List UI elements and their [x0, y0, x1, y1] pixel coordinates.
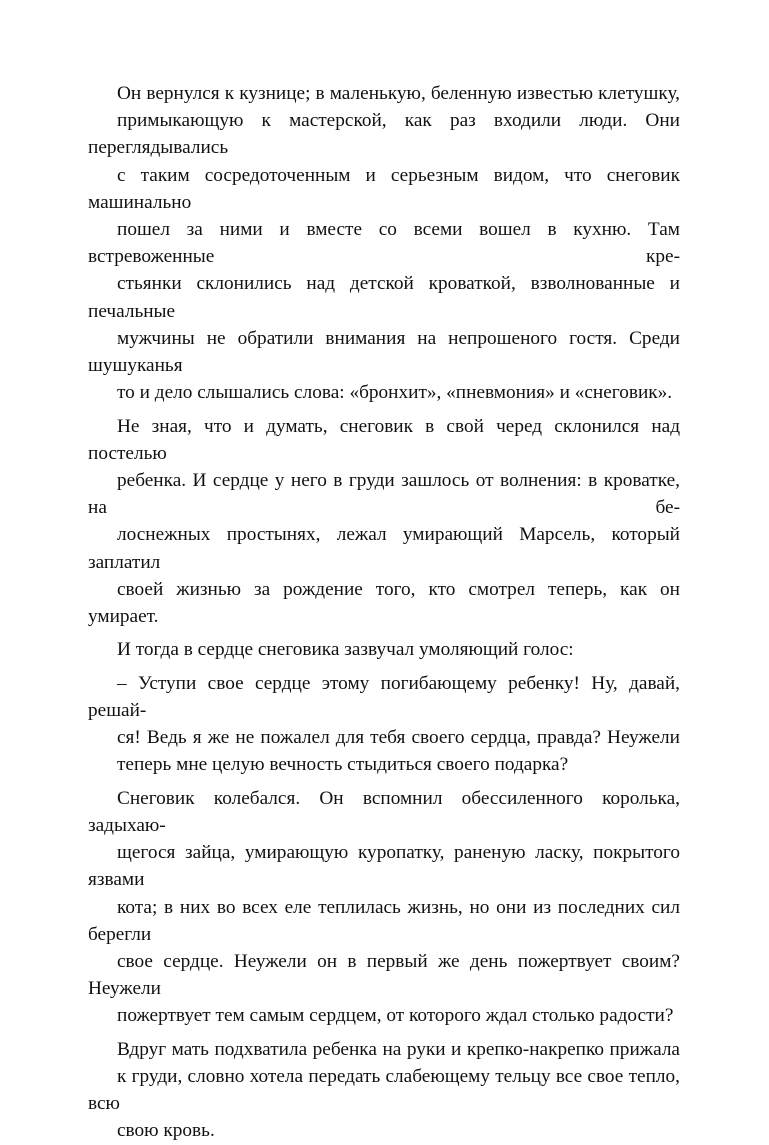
text-line: кота; в них во всех еле теплилась жизнь, но они из последних сил берегли [88, 896, 680, 945]
paragraph-4-dialogue [88, 670, 680, 779]
text-line: то и дело слышались слова: «бронхит», «пневмония» и «снеговик». [117, 382, 673, 404]
text-line: своей жизнью за рождение того, кто смотрел теперь, как он умирает. [88, 578, 680, 628]
text-line: стьянки склонились над детской кроваткой, взволнованные и печальные [88, 273, 680, 322]
paragraph-6 [88, 1036, 680, 1145]
book-page [88, 80, 680, 1145]
text-line: пошел за ними и вместе со всеми вошел в кухню. Там встревоженные кре- [88, 219, 680, 268]
text-line: теперь мне целую вечность стыдиться своего подарка? [117, 754, 569, 776]
text-line: пожертвует тем самым сердцем, от которого ждал столько радости? [117, 1005, 674, 1027]
paragraph-3 [88, 636, 680, 663]
text-line: свое сердце. Неужели он в первый же день пожертвует своим? Неужели [88, 951, 680, 1000]
text-line: примыкающую к мастерской, как раз входили люди. Они переглядывались [88, 110, 680, 159]
text-line: – Уступи свое сердце этому погибающему ребенку! Ну, давай, решай- [88, 672, 680, 722]
paragraph-5 [88, 785, 680, 1030]
text-line: щегося зайца, умирающую куропатку, раненую ласку, покрытого язвами [88, 842, 680, 891]
text-line: мужчины не обратили внимания на непрошеного гостя. Среди шушуканья [88, 327, 680, 377]
text-line: И тогда в сердце снеговика зазвучал умоляющий голос: [117, 639, 574, 661]
text-line: Он вернулся к кузнице; в маленькую, беленную известью клетушку, [117, 83, 680, 104]
text-line: Снеговик колебался. Он вспомнил обессиленного королька, задыхаю- [88, 787, 680, 837]
text-line: ребенка. И сердце у него в груди зашлось от волнения: в кроватке, на бе- [88, 470, 680, 519]
paragraph-2 [88, 413, 680, 631]
text-line: Вдруг мать подхватила ребенка на руки и крепко-накрепко прижала [117, 1038, 680, 1060]
text-line: лоснежных простынях, лежал умирающий Марсель, который заплатил [88, 524, 680, 573]
paragraph-1 [88, 80, 680, 406]
text-line: к груди, словно хотела передать слабеющему тельцу все свое тепло, всю [88, 1066, 680, 1115]
text-line: ся! Ведь я же не пожалел для тебя своего сердца, правда? Неужели [117, 727, 680, 749]
text-line: Не зная, что и думать, снеговик в свой черед склонился над постелью [88, 415, 680, 464]
text-line: с таким сосредоточенным и серьезным видом, что снеговик машинально [88, 164, 680, 213]
text-line: свою кровь. [117, 1120, 215, 1142]
